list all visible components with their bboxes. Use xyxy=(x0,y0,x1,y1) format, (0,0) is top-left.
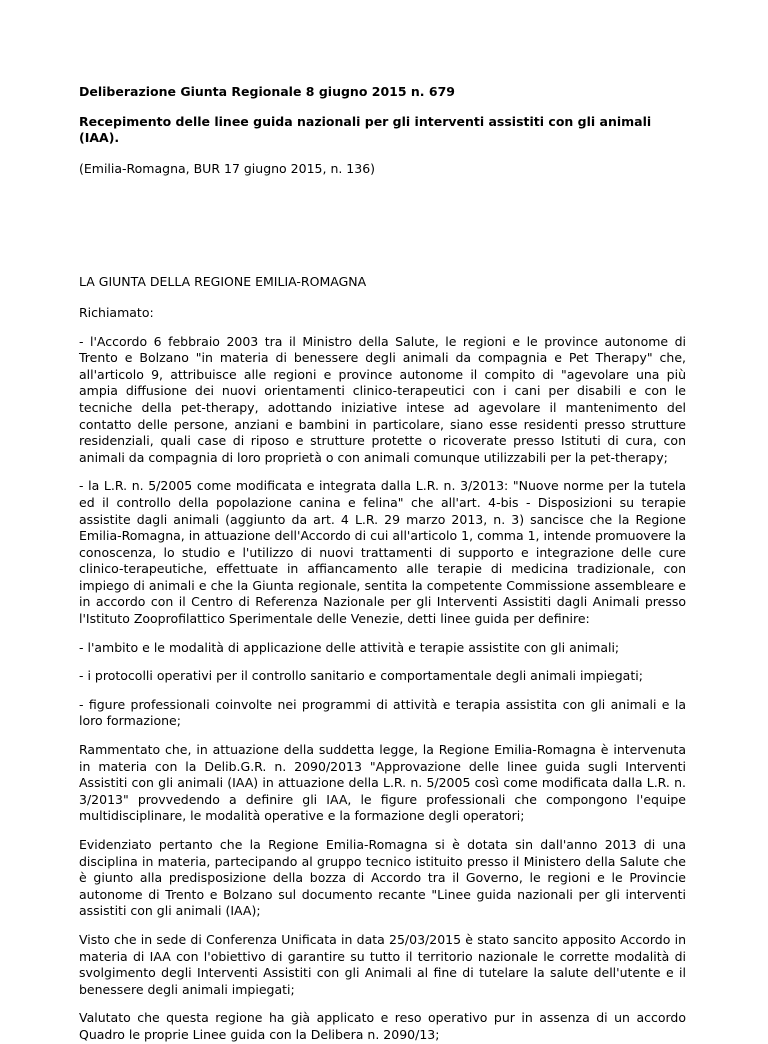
document-subtitle: Recepimento delle linee guida nazionali per gli interventi assistiti con gli animali (IAA). xyxy=(79,113,652,146)
document-title: Deliberazione Giunta Regionale 8 giugno 2015 n. 679 xyxy=(79,84,456,99)
paragraph-visto: Visto che in sede di Conferenza Unificata in data 25/03/2015 è stato sancito apposito Accordo in materia di IAA con l'obiettivo di garantire su tutto il territorio nazionale le corrette modalità di svolgimento degli Interventi Assistiti con gli Animali al fine di tutelare la salute dell'utente e il benessere degli animali impiegati; xyxy=(79,931,686,997)
richiamato-label: Richiamato: xyxy=(79,304,154,320)
paragraph-figure-professionali: - figure professionali coinvolte nei programmi di attività e terapia assistita con gli animali e la loro formazione; xyxy=(79,696,686,729)
document-page xyxy=(79,80,686,1044)
paragraph-accordo-2003: - l'Accordo 6 febbraio 2003 tra il Ministro della Salute, le regioni e le province autonome di Trento e Bolzano "in materia di benessere degli animali da compagnia e Pet Therapy" che, all'articolo 9, attribuisce alle regioni e province autonome il compito di "agevolare una più ampia diffusione dei nuovi orientamenti clinico-terapeutici con i cani per disabili e con le tecniche della pet-therapy, adottando iniziative intese ad agevolare il mantenimento del contatto delle persone, anziani e bambini in particolare, siano esse residenti presso strutture residenziali, quali case di riposo e strutture protette o ricoverate presso Istituti di cura, con animali da compagnia di loro proprietà o con animali comunque utilizzabili per la pet-therapy; xyxy=(79,333,686,465)
paragraph-ambito: - l'ambito e le modalità di applicazione delle attività e terapie assistite con gli animali; xyxy=(79,639,620,655)
paragraph-evidenziato: Evidenziato pertanto che la Regione Emilia-Romagna si è dotata sin dall'anno 2013 di una disciplina in materia, partecipando al gruppo tecnico istituito presso il Ministero della Salute che è giunto alla predisposizione della bozza di Accordo tra il Governo, le regioni e le Provincie autonome di Trento e Bolzano sul documento recante "Linee guida nazionali per gli interventi assistiti con gli animali (IAA); xyxy=(79,837,686,919)
document-source: (Emilia-Romagna, BUR 17 giugno 2015, n. 136) xyxy=(79,160,376,176)
paragraph-protocolli: - i protocolli operativi per il controllo sanitario e comportamentale degli animali impiegati; xyxy=(79,668,643,684)
paragraph-valutato: Valutato che questa regione ha già applicato e reso operativo pur in assenza di un accordo Quadro le proprie Linee guida con la Delibera n. 2090/13; xyxy=(79,1010,686,1042)
paragraph-rammentato: Rammentato che, in attuazione della suddetta legge, la Regione Emilia-Romagna è intervenuta in materia con la Delib.G.R. n. 2090/2013 "Approvazione delle linee guida sugli Interventi Assistiti con gli animali (IAA) in attuazione della L.R. n. 5/2005 così come modificata dalla L.R. n. 3/2013" provvedendo a definire gli IAA, le figure professionali che compongono l'equipe multidisciplinare, le modalità operative e la formazione degli operatori; xyxy=(79,742,686,824)
section-heading: LA GIUNTA DELLA REGIONE EMILIA-ROMAGNA xyxy=(79,274,367,290)
paragraph-lr-5-2005: - la L.R. n. 5/2005 come modificata e integrata dalla L.R. n. 3/2013: "Nuove norme per la tutela ed il controllo della popolazione canina e felina" che all'art. 4-bis - Disposizioni su terapie assistite dagli animali (aggiunto da art. 4 L.R. 29 marzo 2013, n. 3) sancisce che la Regione Emilia-Romagna, in attuazione dell'Accordo di cui all'articolo 1, comma 1, intende promuovere la conoscenza, lo studio e l'utilizzo di nuovi trattamenti di supporto e integrazione delle cure clinico-terapeutiche, effettuate in affiancamento alle terapie di medicina tradizionale, con impiego di animali e che la Giunta regionale, sentita la competente Commissione assembleare e in accordo con il Centro di Referenza Nazionale per gli Interventi Assistiti dagli Animali presso l'Istituto Zooprofilattico Sperimentale delle Venezie, detti linee guida per definire: xyxy=(79,478,686,627)
